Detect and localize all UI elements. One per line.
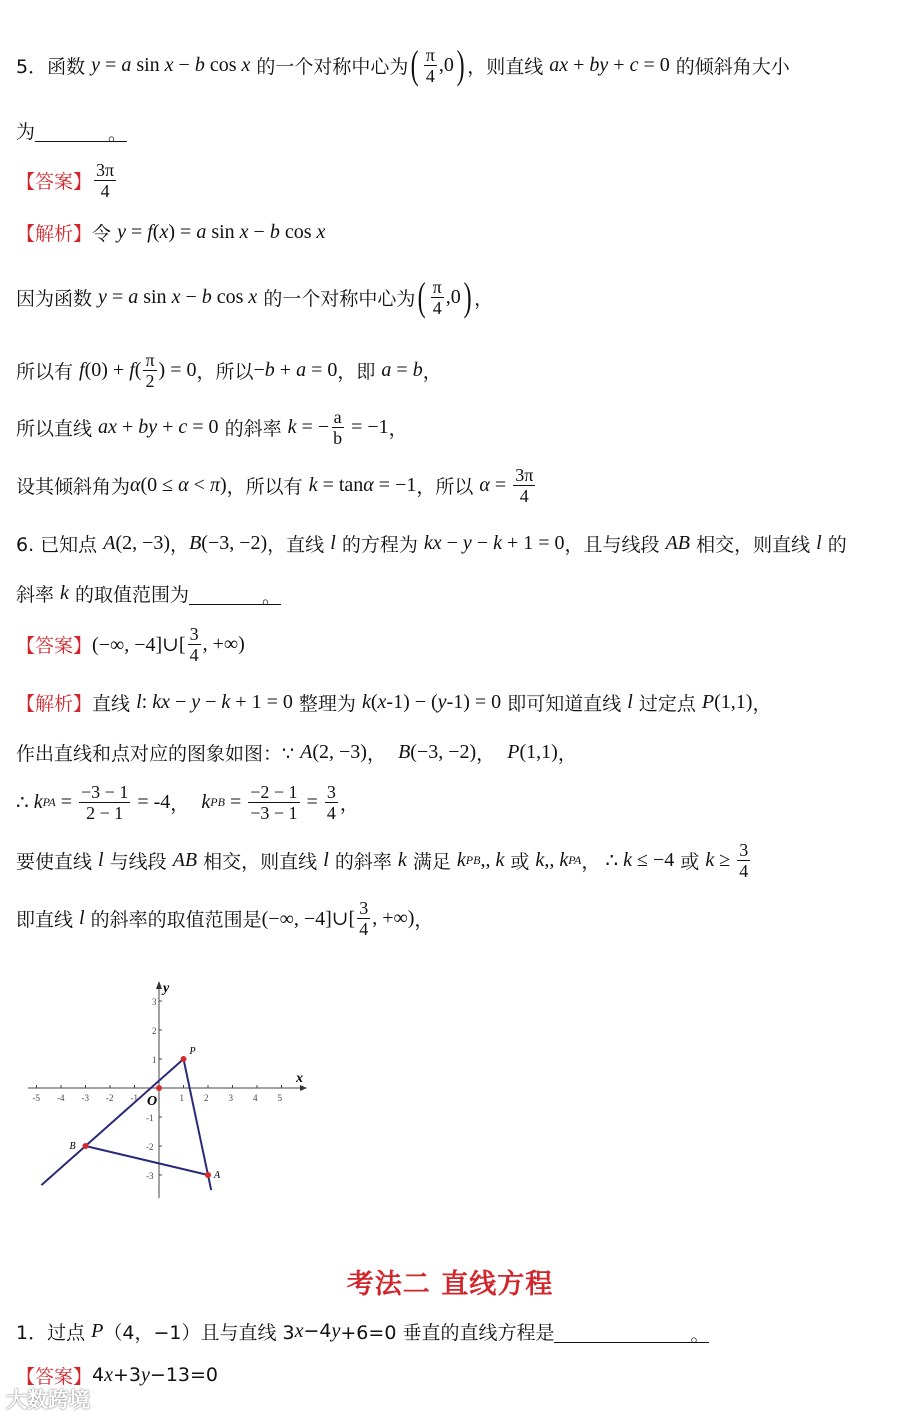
math-text: = -4 [132, 790, 171, 813]
text: 4 [92, 1364, 105, 1386]
math-text: k [361, 690, 371, 713]
text: 1．过点 [16, 1321, 92, 1344]
y-tick-label: 2 [152, 1026, 157, 1036]
section-label: 【解析】 [16, 222, 93, 245]
text-line [16, 160, 118, 200]
math-text: sin [206, 220, 240, 243]
math-text: sin [138, 285, 172, 308]
text: 因为函数 [16, 287, 99, 310]
fraction-denominator: 4 [519, 485, 529, 506]
math-text: (0) + [84, 358, 130, 381]
section-label: 【答案】 [16, 1365, 93, 1388]
text-line [16, 624, 245, 664]
math-text: α [479, 473, 490, 496]
math-text: = [55, 790, 78, 813]
text: 斜率 [16, 583, 61, 606]
math-text: cos [204, 53, 242, 76]
fraction-denominator: 2 − 1 [86, 802, 124, 823]
fraction-denominator: 4 [432, 297, 442, 318]
math-text: − [248, 220, 270, 243]
math-text: ,, [480, 848, 496, 871]
math-text: ( [418, 274, 427, 319]
text: 令 [92, 222, 118, 245]
math-text: ( [411, 42, 420, 87]
math-text: ) [456, 42, 465, 87]
fraction [325, 782, 338, 823]
math-text: α [130, 473, 141, 496]
math-text: k [535, 848, 545, 871]
math-text: kx [152, 690, 170, 713]
math-text: by [589, 53, 609, 76]
text: ， [476, 742, 508, 765]
math-text: − [169, 690, 192, 713]
math-text: ) [463, 274, 472, 319]
fraction-denominator: 4 [425, 65, 435, 86]
coordinate-graph [20, 970, 320, 1200]
fraction-denominator: 4 [326, 802, 336, 823]
math-text: c [178, 415, 188, 438]
answer-blank: 。 [189, 582, 281, 605]
math-text: ax [549, 53, 569, 76]
math-text: a [296, 358, 307, 381]
math-text: ) = [168, 220, 197, 243]
math-text: ,0 [438, 53, 454, 76]
math-text: k [221, 690, 231, 713]
fraction [424, 45, 437, 86]
math-text: = [391, 358, 413, 381]
fraction-numerator: a [333, 406, 342, 427]
math-text: = 0 [638, 53, 670, 76]
math-text: (2, −3) [312, 740, 367, 763]
math-text: k [559, 848, 569, 871]
text-line [16, 732, 577, 772]
text: 的一个对称中心为 [257, 287, 416, 310]
math-text: y [141, 1363, 150, 1386]
math-text: b [412, 358, 423, 381]
text-line [16, 840, 752, 880]
math-text: − [441, 531, 463, 554]
math-text: k [33, 790, 43, 813]
math-text: ≥ [714, 848, 736, 871]
text: ， [339, 792, 359, 815]
fraction-denominator: b [333, 427, 343, 448]
text: 与线段 [103, 850, 173, 873]
math-text: y [462, 531, 472, 554]
math-text: b [201, 285, 212, 308]
math-text: = [224, 790, 247, 813]
text-line [16, 573, 281, 613]
math-text: ( [152, 220, 160, 243]
x-tick-label: 2 [204, 1093, 209, 1103]
math-text: b [194, 53, 205, 76]
math-text: l [98, 848, 104, 871]
answer-blank: 。 [35, 119, 127, 142]
text: 满足 [406, 850, 457, 873]
point-label: P [189, 1046, 196, 1057]
fraction-numerator: π [145, 349, 155, 370]
point-label: B [69, 1141, 76, 1152]
section-label: 【答案】 [16, 634, 93, 657]
math-text: a [128, 285, 139, 308]
fraction [331, 407, 344, 448]
math-text: k [308, 473, 318, 496]
math-text: A [300, 740, 313, 763]
text: +6=0 垂直的直线方程是 [340, 1321, 555, 1344]
math-text: + [274, 358, 297, 381]
text-line [16, 407, 408, 447]
math-text: k [493, 531, 502, 554]
math-text: l [330, 531, 336, 554]
text: ，所以有 [226, 475, 309, 498]
fraction-numerator: π [432, 276, 442, 297]
fraction [248, 782, 299, 823]
y-axis-arrow-icon [156, 981, 162, 989]
fraction [431, 277, 444, 318]
math-text: = [125, 220, 148, 243]
fraction-denominator: 4 [100, 180, 110, 201]
x-tick-label: 5 [277, 1093, 282, 1103]
text: 5．函数 [16, 55, 92, 78]
math-text: (1,1) [714, 690, 753, 713]
math-text: P [91, 1319, 104, 1342]
math-text: = tan [317, 473, 364, 496]
math-text: y [117, 220, 126, 243]
math-text: − [200, 690, 222, 713]
math-text: , +∞) [372, 906, 415, 929]
text: 的 [821, 533, 847, 556]
math-text: ,0 [445, 285, 461, 308]
math-text: k [60, 581, 69, 604]
fraction [143, 350, 156, 391]
text: 相交，则直线 [690, 533, 817, 556]
fraction-numerator: −2 − 1 [250, 781, 298, 802]
text: −13=0 [149, 1364, 219, 1386]
text: 6. 已知点 [16, 533, 104, 556]
text: ， [474, 287, 494, 310]
text: ， [170, 792, 202, 815]
x-tick-label: 1 [179, 1093, 184, 1103]
math-text: < [188, 473, 210, 496]
math-text: x [239, 220, 249, 243]
point-p [181, 1056, 187, 1062]
section-label: 【答案】 [16, 170, 93, 193]
fraction [737, 840, 750, 881]
math-text: (−3, −2) [201, 531, 268, 554]
text-line [16, 898, 433, 938]
math-text: (0 ≤ [140, 473, 179, 496]
text: 或 [504, 850, 536, 873]
math-text: f [147, 220, 153, 243]
text: 即直线 [16, 908, 80, 931]
math-text: : [141, 690, 153, 713]
x-tick-label: -1 [130, 1093, 138, 1103]
x-axis-label: x [296, 1071, 303, 1086]
math-text: (2, −3) [115, 531, 171, 554]
fraction [513, 465, 535, 506]
text: −4 [303, 1320, 332, 1342]
text: ， [581, 850, 601, 873]
math-text: α [363, 473, 374, 496]
fraction-denominator: 4 [359, 918, 369, 939]
math-text: x [377, 690, 387, 713]
text: 直线 [92, 692, 137, 715]
text: 所以有 [16, 360, 80, 383]
math-text: = −1 [346, 415, 389, 438]
math-text: k [397, 848, 407, 871]
text: 作出直线和点对应的图象如图：∵ [16, 742, 301, 765]
subscript: PB [210, 794, 225, 809]
math-text: = [301, 790, 323, 813]
math-text: + [608, 53, 630, 76]
math-text: l [79, 906, 85, 929]
text: ， [422, 360, 442, 383]
text-line [16, 782, 359, 822]
text: 相交，则直线 [197, 850, 324, 873]
section-label: 【解析】 [16, 692, 93, 715]
text-line [16, 1311, 709, 1351]
text-line [16, 274, 494, 319]
math-text: -1) − ( [386, 690, 438, 713]
math-text: − [173, 53, 195, 76]
fraction-numerator: 3π [96, 159, 115, 180]
fraction-numerator: 3 [359, 897, 369, 918]
math-text: b [269, 220, 280, 243]
math-text: ( [370, 690, 378, 713]
fraction-numerator: −3 − 1 [81, 781, 129, 802]
fraction [79, 782, 130, 823]
text: 的斜率 [218, 417, 288, 440]
math-text: k [287, 415, 297, 438]
math-text: by [138, 415, 158, 438]
math-text: = [489, 473, 512, 496]
math-text: c [629, 53, 639, 76]
fraction [188, 624, 201, 665]
math-text: ∴ [16, 791, 34, 814]
math-text: l [136, 690, 142, 713]
y-tick-label: 3 [152, 997, 157, 1007]
fraction-denominator: −3 − 1 [250, 802, 298, 823]
math-text: f [79, 358, 85, 381]
text: 的倾斜角大小 [669, 55, 790, 78]
x-tick-label: -2 [106, 1093, 114, 1103]
math-text: = 0 [306, 358, 338, 381]
fraction [94, 160, 116, 201]
text-line [16, 212, 325, 252]
math-text: (1,1) [519, 740, 558, 763]
fraction-numerator: 3π [515, 464, 534, 485]
text: +3 [113, 1364, 142, 1386]
math-text: ) [219, 473, 227, 496]
math-text: B [398, 740, 411, 763]
text: 的一个对称中心为 [250, 55, 409, 78]
math-text: kx [423, 531, 442, 554]
math-text: ) = 0 [158, 358, 197, 381]
math-text: a [381, 358, 392, 381]
math-text: x [104, 1363, 113, 1386]
math-text: P [701, 690, 715, 713]
fraction-numerator: 3 [189, 623, 199, 644]
text: 为 [16, 120, 36, 143]
text: ，则直线 [467, 55, 550, 78]
math-text: − [471, 531, 494, 554]
math-text: k [623, 848, 632, 871]
math-text: (−3, −2) [410, 740, 477, 763]
math-text: = [106, 285, 129, 308]
text-line [16, 110, 127, 150]
math-text: a [121, 53, 132, 76]
text: ，所以 [196, 360, 254, 383]
text: 即可知道直线 [501, 692, 628, 715]
subscript: PA [568, 852, 582, 867]
math-text: AB [665, 531, 691, 554]
point-b [83, 1143, 89, 1149]
math-text: x [294, 1319, 304, 1342]
math-text: = [100, 53, 122, 76]
math-text: x [171, 285, 181, 308]
math-text: B [189, 531, 202, 554]
text: ， [366, 742, 399, 765]
text: 设其倾斜角为 [16, 475, 131, 498]
math-text: -1) = 0 [446, 690, 502, 713]
text: 的斜率的取值范围是 [84, 908, 262, 931]
text: ， [557, 742, 577, 765]
math-text: y [331, 1319, 341, 1342]
fraction-denominator: 2 [145, 370, 155, 391]
math-text: ax [98, 415, 117, 438]
text: ， [752, 692, 772, 715]
math-text: (−∞, −4]∪[ [92, 633, 186, 656]
math-text: = 0 [187, 415, 219, 438]
y-axis-label: y [163, 981, 170, 996]
math-text: AB [172, 848, 198, 871]
y-tick-label: -1 [146, 1113, 154, 1123]
math-text: π [209, 473, 220, 496]
math-text: + [157, 415, 179, 438]
math-text: l [816, 531, 822, 554]
math-text: l [627, 690, 633, 713]
y-tick-label: 1 [152, 1055, 157, 1065]
fraction-denominator: 4 [739, 860, 749, 881]
math-text: α [178, 473, 189, 496]
section-heading: 考法二 直线方程 [346, 1269, 554, 1300]
text: 所以直线 [16, 417, 99, 440]
math-text: b [264, 358, 275, 381]
math-text: , +∞) [202, 632, 245, 655]
subscript: PA [42, 794, 56, 809]
math-text: cos [211, 285, 249, 308]
text-line [16, 350, 442, 390]
fraction-numerator: π [425, 44, 435, 65]
math-text: ,, [544, 848, 560, 871]
text-line [16, 465, 537, 505]
math-text: − [253, 358, 265, 381]
math-text: y [191, 690, 201, 713]
math-text: a [196, 220, 207, 243]
math-text: P [507, 740, 520, 763]
x-tick-label: 4 [253, 1093, 258, 1103]
text: 或 [674, 850, 706, 873]
text: ，且与线段 [564, 533, 666, 556]
math-text: y [437, 690, 447, 713]
math-text: − [180, 285, 202, 308]
math-text: + [568, 53, 590, 76]
watermark-logo: 大数跨境 [6, 1388, 90, 1412]
x-tick-label: -3 [81, 1093, 89, 1103]
math-text: x [164, 53, 174, 76]
math-text: + 1 = 0 [230, 690, 293, 713]
math-text: ∴ [600, 849, 624, 872]
math-text: l [323, 848, 329, 871]
x-tick-label: -5 [32, 1093, 40, 1103]
math-text: k [456, 848, 466, 871]
text: 过定点 [632, 692, 702, 715]
text-line [16, 523, 847, 563]
math-text: f [129, 358, 135, 381]
text-line [16, 42, 790, 87]
fraction-denominator: 4 [189, 644, 199, 665]
math-text: ≤ −4 [631, 848, 675, 871]
text: ， [388, 417, 408, 440]
answer-blank: 。 [554, 1320, 709, 1343]
math-text: = −1 [373, 473, 417, 496]
text: 的方程为 [335, 533, 424, 556]
math-text: + 1 = 0 [501, 531, 565, 554]
subscript: PB [465, 852, 481, 867]
text: 整理为 [292, 692, 362, 715]
text: （4，−1）且与直线 3 [103, 1321, 295, 1344]
math-text: x [159, 220, 169, 243]
origin-label: O [147, 1094, 158, 1109]
math-text: y [91, 53, 101, 76]
math-text: ( [134, 358, 142, 381]
math-text: k [495, 848, 505, 871]
math-text: A [103, 531, 116, 554]
text: ，直线 [267, 533, 331, 556]
y-tick-label: -2 [146, 1142, 154, 1152]
text: 的斜率 [328, 850, 398, 873]
x-tick-label: 3 [228, 1093, 233, 1103]
text: 要使直线 [16, 850, 99, 873]
math-text: x [241, 53, 251, 76]
text: 的取值范围为 [68, 583, 189, 606]
x-tick-label: -4 [57, 1093, 65, 1103]
text: ， [414, 908, 434, 931]
math-text: (−∞, −4]∪[ [261, 907, 356, 930]
point-label: A [214, 1170, 221, 1181]
math-text: x [248, 285, 258, 308]
math-text: = − [296, 415, 330, 438]
line-pb [41, 1059, 183, 1185]
text: ，即 [337, 360, 382, 383]
math-text: + [116, 415, 139, 438]
text: ， [170, 533, 190, 556]
math-text: k [705, 848, 715, 871]
fraction-numerator: 3 [739, 839, 749, 860]
point-a [205, 1172, 211, 1178]
point-origin [156, 1085, 162, 1091]
text: ，所以 [416, 475, 480, 498]
math-text: cos [279, 220, 317, 243]
math-text: k [201, 790, 211, 813]
text-line [16, 682, 771, 722]
math-text: sin [131, 53, 165, 76]
y-tick-label: -3 [146, 1171, 154, 1181]
fraction-numerator: 3 [326, 781, 336, 802]
fraction [357, 898, 370, 939]
math-text: x [316, 220, 326, 243]
math-text: y [98, 285, 107, 308]
